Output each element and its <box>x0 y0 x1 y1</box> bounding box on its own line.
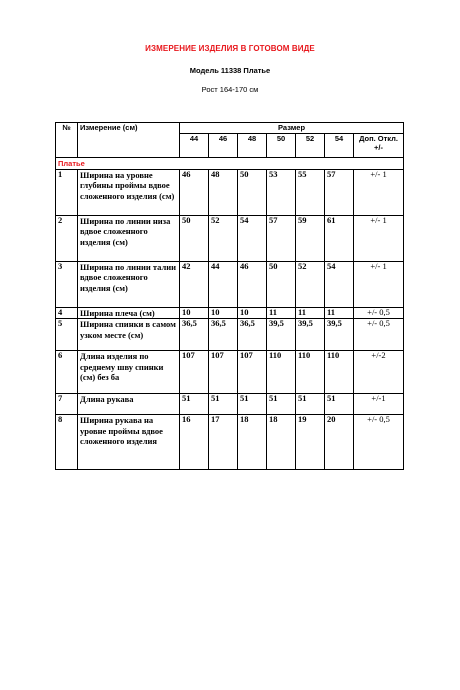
model-name: Модель 11338 Платье <box>189 66 271 75</box>
size-header: 52 <box>296 133 325 157</box>
measurement-value: 46 <box>238 261 267 307</box>
size-header: 48 <box>238 133 267 157</box>
table-row <box>56 394 404 415</box>
table-row <box>56 307 404 319</box>
table-row <box>56 319 404 351</box>
measurement-value: 16 <box>180 415 209 470</box>
measurement-value: 10 <box>238 307 267 319</box>
measurement-value: 51 <box>267 394 296 415</box>
table-row <box>56 215 404 261</box>
tolerance-value: +/-2 <box>354 351 404 394</box>
row-number: 3 <box>56 261 78 307</box>
measurement-value: 59 <box>296 215 325 261</box>
measurement-value: 11 <box>267 307 296 319</box>
tolerance-value: +/- 0,5 <box>354 307 404 319</box>
measurement-value: 10 <box>209 307 238 319</box>
measurement-value: 54 <box>325 261 354 307</box>
measurement-name: Длина изделия по среднему шву спинки (см) без ба <box>78 351 180 394</box>
measurement-value: 51 <box>325 394 354 415</box>
measurement-value: 55 <box>296 169 325 215</box>
measurement-value: 50 <box>238 169 267 215</box>
measurement-value: 36,5 <box>209 319 238 351</box>
row-number: 7 <box>56 394 78 415</box>
measurement-value: 39,5 <box>296 319 325 351</box>
measurement-value: 36,5 <box>180 319 209 351</box>
tolerance-value: +/-1 <box>354 394 404 415</box>
header-number: № <box>56 123 78 158</box>
row-number: 5 <box>56 319 78 351</box>
measurement-name: Длина рукава <box>78 394 180 415</box>
row-number: 8 <box>56 415 78 470</box>
row-number: 6 <box>56 351 78 394</box>
size-header: 44 <box>180 133 209 157</box>
measurement-value: 110 <box>267 351 296 394</box>
tolerance-value: +/- 1 <box>354 261 404 307</box>
measurement-value: 20 <box>325 415 354 470</box>
table-row <box>56 415 404 470</box>
table-row <box>56 261 404 307</box>
row-number: 2 <box>56 215 78 261</box>
measurement-value: 17 <box>209 415 238 470</box>
measurement-value: 44 <box>209 261 238 307</box>
measurement-value: 51 <box>180 394 209 415</box>
measurement-value: 18 <box>238 415 267 470</box>
height-range: Рост 164-170 см <box>201 85 259 94</box>
measurement-value: 52 <box>209 215 238 261</box>
measurement-value: 11 <box>325 307 354 319</box>
measurement-value: 11 <box>296 307 325 319</box>
tolerance-value: +/- 1 <box>354 215 404 261</box>
measurement-value: 54 <box>238 215 267 261</box>
measurement-name: Ширина по линии низа вдвое сложенного изделия (см) <box>78 215 180 261</box>
measurement-value: 39,5 <box>267 319 296 351</box>
measurement-value: 18 <box>267 415 296 470</box>
measurement-value: 110 <box>325 351 354 394</box>
measurement-value: 107 <box>238 351 267 394</box>
measurement-value: 51 <box>238 394 267 415</box>
measurement-name: Ширина рукава на уровне проймы вдвое сложенного изделия <box>78 415 180 470</box>
measurement-value: 107 <box>209 351 238 394</box>
table-row <box>56 169 404 215</box>
measurement-value: 107 <box>180 351 209 394</box>
measurement-value: 48 <box>209 169 238 215</box>
measurement-name: Ширина спинки в самом узком месте (см) <box>78 319 180 351</box>
measurement-value: 39,5 <box>325 319 354 351</box>
size-header: 54 <box>325 133 354 157</box>
measurement-value: 50 <box>180 215 209 261</box>
measurement-value: 42 <box>180 261 209 307</box>
measurements-table <box>55 122 404 470</box>
measurement-value: 10 <box>180 307 209 319</box>
section-label: Платье <box>56 157 404 169</box>
tolerance-value: +/- 1 <box>354 169 404 215</box>
size-header: 50 <box>267 133 296 157</box>
header-size: Размер <box>180 123 404 134</box>
measurement-name: Ширина по линии талии вдвое сложенного изделия (см) <box>78 261 180 307</box>
measurement-value: 36,5 <box>238 319 267 351</box>
measurement-value: 57 <box>267 215 296 261</box>
measurement-value: 52 <box>296 261 325 307</box>
header-measurement: Измерение (см) <box>78 123 180 158</box>
row-number: 4 <box>56 307 78 319</box>
measurement-value: 61 <box>325 215 354 261</box>
measurement-value: 46 <box>180 169 209 215</box>
document-title: ИЗМЕРЕНИЕ ИЗДЕЛИЯ В ГОТОВОМ ВИДЕ <box>145 44 315 53</box>
measurement-value: 51 <box>209 394 238 415</box>
measurement-name: Ширина на уровне глубины проймы вдвое сложенного изделия (см) <box>78 169 180 215</box>
measurement-value: 51 <box>296 394 325 415</box>
measurement-value: 110 <box>296 351 325 394</box>
table-row <box>56 351 404 394</box>
measurement-value: 19 <box>296 415 325 470</box>
size-header: 46 <box>209 133 238 157</box>
measurement-value: 57 <box>325 169 354 215</box>
measurement-value: 53 <box>267 169 296 215</box>
tolerance-value: +/- 0,5 <box>354 319 404 351</box>
measurement-value: 50 <box>267 261 296 307</box>
header-tolerance: Доп. Откл. +/- <box>354 133 404 157</box>
row-number: 1 <box>56 169 78 215</box>
tolerance-value: +/- 0,5 <box>354 415 404 470</box>
measurement-name: Ширина плеча (см) <box>78 307 180 319</box>
